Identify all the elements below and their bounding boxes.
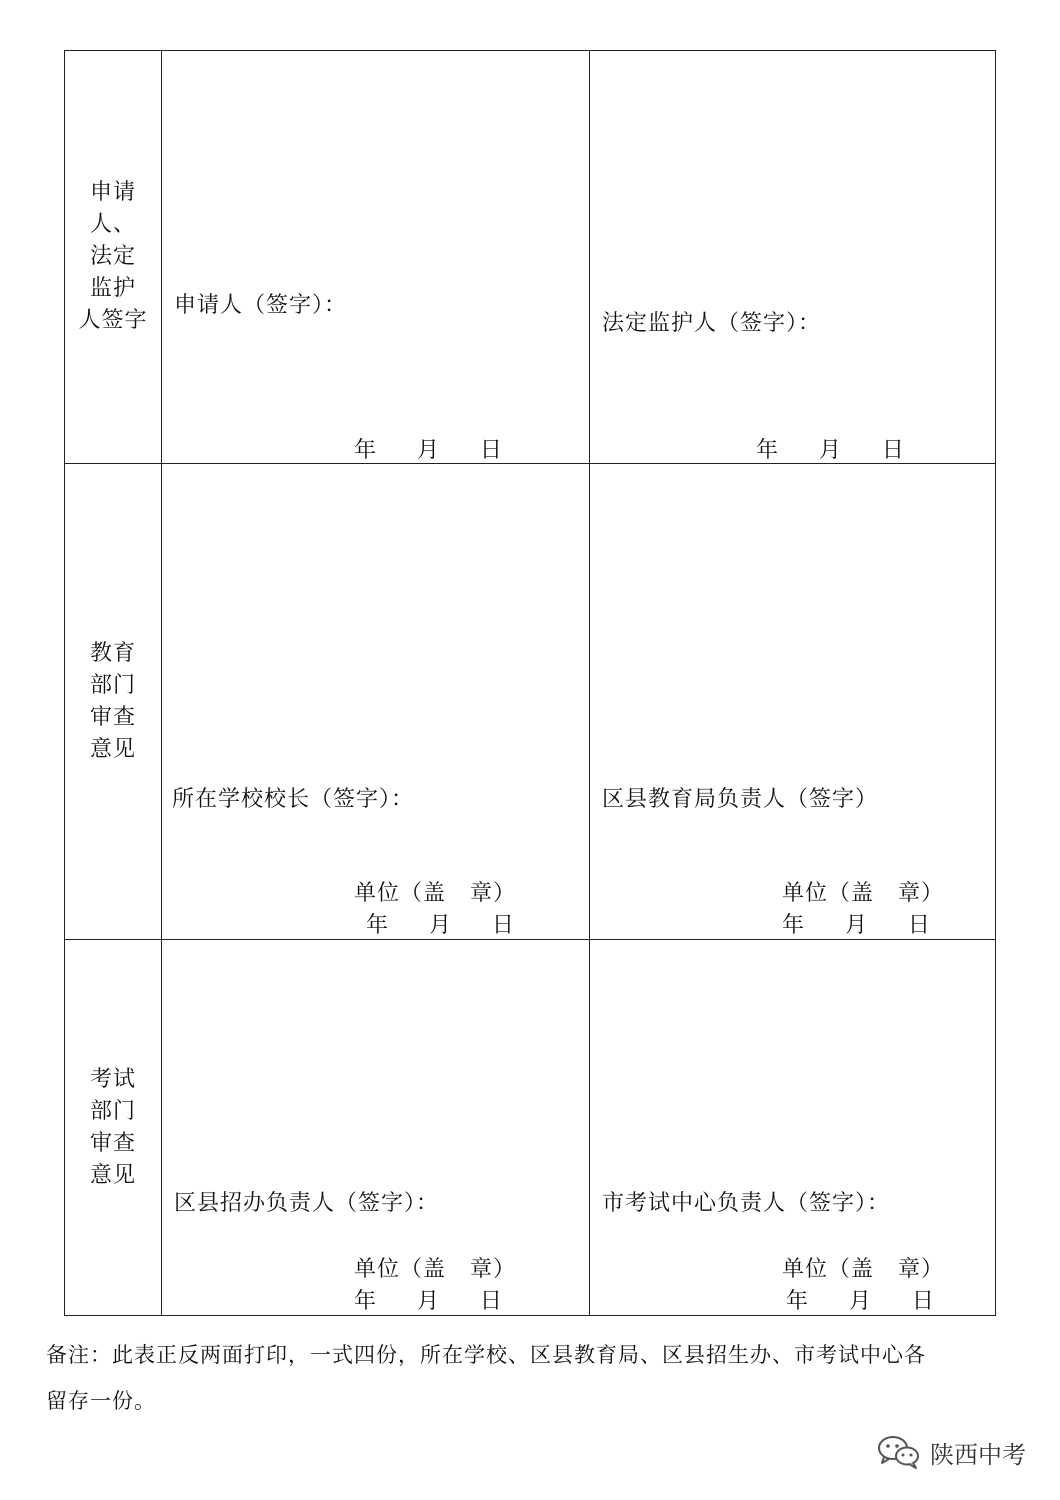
city-exam-center-date-label: 年 月 日: [786, 1289, 935, 1314]
district-education-signer-label: 区县教育局负责人（签字）: [602, 787, 879, 812]
row-label-line: 人签字: [78, 308, 148, 333]
row-label-line: 教育: [89, 640, 136, 666]
row-label-line: 考试: [89, 1066, 136, 1092]
wechat-icon: [876, 1434, 922, 1470]
district-admissions-date-label: 年 月 日: [354, 1289, 503, 1314]
brand-name: 陕西中考: [930, 1440, 1026, 1469]
district-admissions-seal-label: 单位（盖 章）: [354, 1257, 516, 1282]
approval-form-table: [64, 50, 996, 1316]
row-label: [65, 638, 161, 766]
row-label: [65, 1064, 161, 1192]
brand-watermark: [876, 1432, 1026, 1472]
remark-note: [46, 1332, 1026, 1424]
row-label-cell: [65, 464, 162, 940]
row-label: [65, 177, 161, 337]
row-label-line: 部门: [89, 1098, 136, 1124]
city-exam-center-signer-label: 市考试中心负责人（签字）：: [602, 1191, 891, 1216]
row-label-line: 监护: [89, 276, 136, 301]
city-exam-center-seal-label: 单位（盖 章）: [782, 1257, 944, 1282]
row-label-line: 意见: [89, 736, 136, 762]
district-admissions-signature-cell[interactable]: [162, 940, 590, 1316]
remark-line: 备注：此表正反两面打印，一式四份，所在学校、区县教育局、区县招生办、市考试中心各: [46, 1343, 926, 1367]
row-label-line: 审查: [89, 1130, 136, 1156]
principal-signer-label: 所在学校校长（签字）：: [172, 787, 415, 812]
applicant-date-label: 年 月 日: [354, 438, 503, 463]
district-education-seal-label: 单位（盖 章）: [782, 881, 944, 906]
row-education-review: [65, 464, 996, 940]
principal-seal-label: 单位（盖 章）: [354, 881, 516, 906]
row-label-line: 法定: [89, 244, 136, 269]
guardian-signer-label: 法定监护人（签字）：: [602, 311, 822, 336]
row-label-line: 申请: [89, 180, 136, 205]
district-education-date-label: 年 月 日: [782, 913, 931, 938]
row-label-line: 人、: [89, 212, 136, 237]
row-applicant-signature: [65, 51, 996, 464]
district-admissions-signer-label: 区县招办负责人（签字）：: [174, 1191, 440, 1216]
row-label-cell: [65, 940, 162, 1316]
city-exam-center-signature-cell[interactable]: [590, 940, 996, 1316]
guardian-date-label: 年 月 日: [756, 438, 905, 463]
guardian-signature-cell[interactable]: [590, 51, 996, 464]
row-label-cell: [65, 51, 162, 464]
row-label-line: 部门: [89, 672, 136, 698]
applicant-signature-cell[interactable]: [162, 51, 590, 464]
row-label-line: 意见: [89, 1162, 136, 1188]
district-education-signature-cell[interactable]: [590, 464, 996, 940]
row-label-line: 审查: [89, 704, 136, 730]
row-exam-review: [65, 940, 996, 1316]
principal-date-label: 年 月 日: [366, 913, 515, 938]
applicant-signer-label: 申请人（签字）：: [174, 293, 348, 318]
principal-signature-cell[interactable]: [162, 464, 590, 940]
remark-line: 留存一份。: [46, 1389, 156, 1413]
